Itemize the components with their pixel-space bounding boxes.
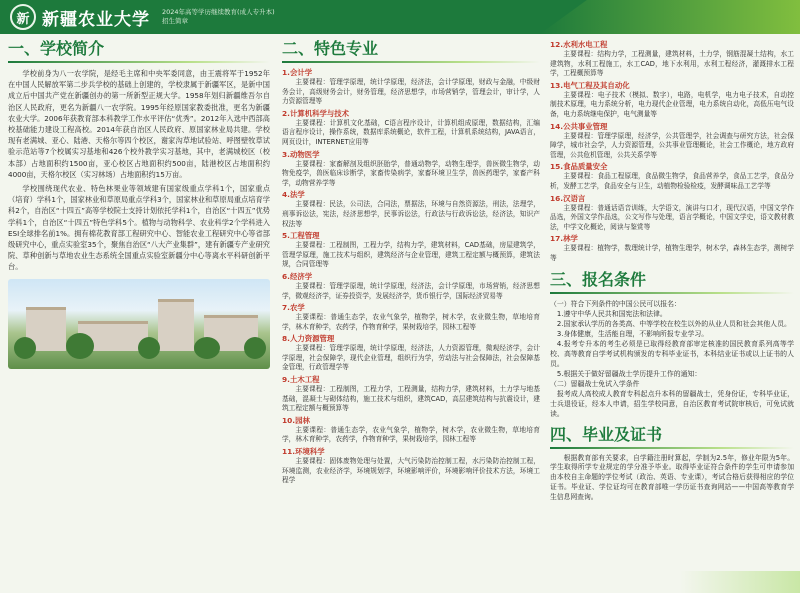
condition-line: 2.国家承认学历的各类高、中等学校在校生以外的从业人员和社会其他人员。 — [556, 319, 791, 328]
major-name: 17.林学 — [550, 234, 578, 244]
condition-line: （二）留疆战士免试入学条件 — [550, 379, 640, 388]
intro-divider — [8, 61, 270, 63]
campus-tree — [66, 333, 94, 359]
majors-list-continued — [550, 40, 794, 264]
header-decoration — [540, 0, 800, 34]
graduation-paragraph: 根据教育部有关要求，自学籍注册时算起，学制为2.5年，修业年限为5年。学生取得所学专业规定的学分准予毕业。取得毕业证符合条件的学生可申请参加由本校自主命题的学位考试（政治、英语、专业课），考试合格后获得相应的学位证书。毕业证、学位证均可在教育部唯一学历证书查询网站——中国高等教育学生信息网查询。 — [550, 453, 794, 501]
major-item — [282, 375, 540, 414]
major-courses: 主要课程：家畜解剖及组织胚胎学，普通动物学，动物生理学，兽医微生物学，动物免疫学，兽医临床诊断学，家畜传染病学，家畜环境卫生学，兽医药理学，家畜产科学，动物营养学等 — [282, 159, 540, 187]
major-item — [550, 234, 794, 263]
major-name: 13.电气工程及其自动化 — [550, 80, 630, 90]
major-name: 1.会计学 — [282, 68, 313, 77]
majors-conditions-column — [550, 40, 794, 502]
campus-tree — [138, 337, 160, 359]
conditions-list — [550, 299, 794, 419]
major-courses: 主要课程：普通话语音训练，大学语文，演讲与口才，现代汉语，中国文学作品选，外国文学作品选，公文写作与处理，语言学概论，中国文学史，语文教材教法，中学文化概论，阅读与鉴赏等 — [550, 203, 794, 231]
major-courses: 主要课程：管理学原理，经济学，公共管理学，社会调查与研究方法，社会保障学，城市社会学，人力资源管理，公共事业管理概论，社会工作概论，地方政府管理，公共危机管理，公共关系学等 — [550, 131, 794, 159]
conditions-title: 三、报名条件 — [550, 269, 647, 289]
condition-line: 1.遵守中华人民共和国宪法和法律。 — [556, 309, 667, 318]
major-item — [550, 81, 794, 120]
major-courses: 主要课程：管理学原理，统计学原理，经济法，会计学原理，财政与金融，中级财务会计，高级财务会计，财务管理，经济思想学，市场营销学，管理会计，审计学，人力资源管理等 — [282, 78, 540, 106]
major-courses: 主要课程：管理学原理，统计学原理，经济法，人力资源管理，微观经济学，会计学原理，社会保障学，现代企业管理，组织行为学，劳动法与社会保障法，社会保障基金管理，行政管理学等 — [282, 344, 540, 372]
major-item — [282, 334, 540, 373]
major-name: 16.汉语言 — [550, 193, 586, 203]
header-subtitle-line2: 招生简章 — [162, 17, 188, 25]
major-name: 10.园林 — [282, 415, 310, 425]
condition-line: 4.报考专升本的考生必须是已取得经教育部审定核准的国民教育系列高等学校、高等教育自学考试机构颁发的专科毕业证书，本科结业证书或以上证书的人员。 — [550, 339, 794, 368]
major-courses: 主要课程：民法，公司法，合同法，票据法，环境与自然资源法，刑法，法理学，刑事诉讼法，宪法，经济思想学，民事诉讼法，行政法与行政诉讼法，经济法，知识产权法等 — [282, 200, 540, 228]
condition-line: 3.身体健康，生活能自理，不影响所报专业学习。 — [556, 329, 709, 338]
major-name: 9.土木工程 — [282, 375, 320, 385]
major-name: 14.公共事业管理 — [550, 121, 608, 131]
graduation-divider — [550, 447, 794, 449]
major-item — [282, 68, 540, 107]
header-bar — [0, 0, 800, 34]
condition-line: （一）符合下列条件的中国公民可以报名： — [550, 299, 681, 308]
intro-title: 一、学校简介 — [8, 39, 105, 58]
major-courses: 主要课程：工程制图，工程力学，结构力学，建筑材料，CAD基础，房屋建筑学，管理学原理，施工技术与组织，建筑经济与企业管理，建筑工程定额与概预算，建筑法规，合同管理等 — [282, 241, 540, 269]
university-logo-text: 新疆农业大学 — [42, 9, 150, 30]
university-emblem-icon: 新 — [10, 4, 36, 30]
intro-paragraph: 学校前身为八一农学院，是经毛主席和中央军委同意，由王震将军于1952年在中国人民解放军第二步兵学校的基础上创建的，学校隶属于新疆军区，是新中国成立后中国共产党在新疆创办的第一所新型正规大学。1958年划归新疆维吾尔自治区人民政府，更名为新疆八一农学院。1995年经原国家教委批准，更名为新疆农业大学。2006年获教育部本科教学工作水平评估“优秀”。2012年入选中西部高校基础能力建设工程高校。2014年获自治区人民政府、原国家林业局共建。学校现有老满城、亚心、陆港、天格尔等四个校区，谢家沟草地试验站、呼图壁牧草试验示范站等7个校属实习基地和426个校外教学实习基地，其中，老满城校区（校本部）占地面积约1500亩，亚心校区占地面积约500亩，陆港校区占地面积约4000亩，天格尔校区（实习林场）占地面积约15万亩。 — [8, 69, 270, 179]
majors-divider — [282, 61, 540, 63]
major-item — [282, 272, 540, 301]
major-item — [282, 303, 540, 332]
major-name: 4.法学 — [282, 190, 305, 200]
header-subtitle — [162, 8, 275, 26]
major-name: 15.食品质量安全 — [550, 162, 608, 172]
majors-list — [282, 68, 540, 486]
major-item — [550, 194, 794, 233]
majors-column — [282, 36, 540, 488]
major-item — [550, 162, 794, 191]
major-item — [550, 122, 794, 161]
condition-line: 5.根据关于做好留疆战士学历提升工作的通知： — [556, 369, 702, 378]
major-courses: 主要课程：结构力学，工程测量，建筑材料，土力学，钢筋混凝土结构，水工建筑物，水利工程施工，水工CAD，地下水利用，水利工程经济，灌溉排水工程学，工程概预算等 — [550, 50, 794, 78]
corner-decoration — [680, 571, 800, 593]
major-name: 12.水利水电工程 — [550, 40, 608, 49]
major-courses: 主要课程：电子技术（模拟、数字），电路，电机学，电力电子技术，自动控制技术原理，电力系统分析，电力现代企业管理，电力系统自动化，高低压电气设备，电力系统继电保护，电气测量等 — [550, 90, 794, 118]
major-courses: 主要课程：管理学原理，统计学原理，经济法，会计学原理，市场营销，经济思想学，微观经济学，证券投资学，发展经济学，货币银行学，国际经济贸易等 — [282, 281, 540, 300]
major-name: 5.工程管理 — [282, 231, 320, 241]
major-courses: 主要课程：普通生态学，农业气象学，植物学，树木学，农业微生物，草地培育学，林木育种学，农药学，作物育种学，果树栽培学，园林工程等 — [282, 425, 540, 444]
major-name: 6.经济学 — [282, 271, 313, 281]
campus-building — [158, 299, 194, 351]
major-courses: 主要课程：工程制图，工程力学，工程测量，结构力学，建筑材料，土力学与地基基础，混凝土与砌体结构，施工技术与组织，建筑CAD，高层建筑结构与抗震设计，建筑工程定额与概预算等 — [282, 385, 540, 413]
intro-column — [8, 36, 270, 369]
major-item — [282, 190, 540, 229]
major-name: 3.动物医学 — [282, 149, 320, 159]
major-item — [282, 416, 540, 445]
campus-tree — [244, 337, 266, 359]
header-subtitle-line1: 2024年高等学历继续教育(成人专升本) — [162, 8, 275, 16]
intro-paragraph: 学校围绕现代农业、特色林果业等领域建有国家级重点学科1个，国家重点（培育）学科1个，国家林业和草原局重点学科3个，国家林业和草原局重点培育学科2个，自治区“十四五”高等学校院士支持计划依托学科1个，自治区“十四五”优势学科1个，自治区“十四五”特色学科5个。植物与动物科学、农业科学2个学科进入ESI全球排名前1%。拥有棉花教育部工程研究中心、智能农业工程研究中心等省部级研究中心，重点实验室35个，聚焦自治区“八大产业集群”，建有新疆专产业研究院、草种创新与草地农业生态系统全国重点实验室新疆分中心等离水平科研创新平台。 — [8, 184, 270, 272]
major-name: 2.计算机科学与技术 — [282, 108, 350, 118]
major-courses: 主要课程：计算机文化基础，C语言程序设计，计算机组成原理，数据结构，汇编语言程序设计，操作系统，数据库系统概论，软件工程，计算机系统结构，JAVA语言，网页设计，INTERNET应用等 — [282, 118, 540, 146]
major-item — [550, 40, 794, 79]
major-name: 11.环境科学 — [282, 447, 325, 457]
conditions-divider — [550, 292, 794, 294]
campus-photo — [8, 279, 270, 369]
major-name: 8.人力资源管理 — [282, 334, 335, 344]
campus-tree — [14, 337, 36, 359]
major-courses: 主要课程：普通生态学，农业气象学，植物学，树木学，农业微生物，草地培育学，林木育种学，农药学，作物育种学，果树栽培学，园林工程等 — [282, 313, 540, 331]
condition-line: 报考成人高校成人教育专科起点升本科的留疆战士，凭身份证，专科毕业证，士兵退役证，经本人申请，招生学校同意，自治区教育考试院审核后，可免试就读。 — [550, 389, 794, 418]
majors-title: 二、特色专业 — [282, 39, 379, 58]
campus-tree — [194, 337, 220, 359]
major-item — [282, 109, 540, 148]
major-courses: 主要课程：食品工程原理，食品微生物学，食品营养学，食品工艺学，食品分析，发酵工艺学，食品安全与卫生，动植物检验检疫，发酵调味品工艺学等 — [550, 172, 794, 190]
major-item — [282, 447, 540, 486]
major-name: 7.农学 — [282, 303, 305, 313]
major-courses: 主要课程：植物学，数理统计学，植物生理学，树木学，森林生态学，测树学等 — [550, 244, 794, 262]
major-courses: 主要课程：固体废物处理与处置，大气污染防治控制工程，水污染防治控制工程，环境监测，农业经济学，环境规划学，环境影响评价，环境影响评价技术方法，环境工程学 — [282, 457, 540, 485]
major-item — [282, 231, 540, 270]
graduation-title: 四、毕业及证书 — [550, 424, 663, 444]
major-item — [282, 150, 540, 189]
